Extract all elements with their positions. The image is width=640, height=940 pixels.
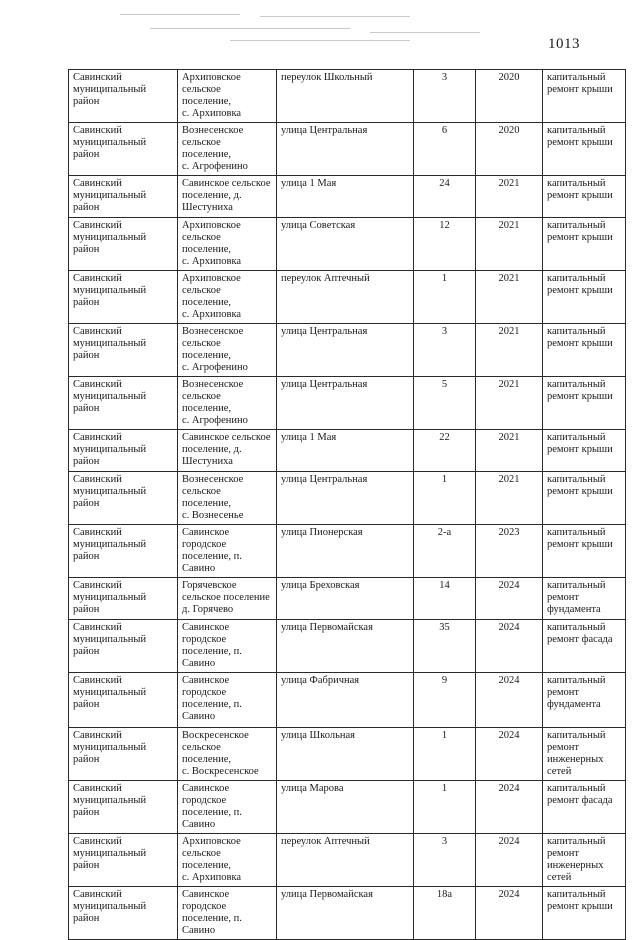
- year-cell: [476, 578, 543, 620]
- settlement-cell-text: Савинское сельское поселение, д. Шестуниха: [182, 432, 271, 467]
- settlement-cell: [178, 123, 277, 176]
- settlement-cell-text: Вознесенское сельское поселение, с. Агрофенино: [182, 326, 248, 373]
- district-cell-text: Савинский муниципальный район: [73, 783, 147, 818]
- street-cell-text: улица 1 Мая: [281, 432, 337, 443]
- work-type-cell: [543, 781, 626, 834]
- settlement-cell-text: Воскресенское сельское поселение, с. Воскресенское: [182, 730, 259, 777]
- work-type-cell: [543, 324, 626, 377]
- work-type-cell: [543, 834, 626, 887]
- settlement-cell-text: Савинское городское поселение, п. Савино: [182, 889, 242, 936]
- district-cell-text: Савинский муниципальный район: [73, 72, 147, 107]
- house-number-cell-text: 3: [441, 326, 448, 337]
- district-cell-text: Савинский муниципальный район: [73, 527, 147, 562]
- house-number-cell: [414, 525, 476, 578]
- street-cell: [277, 673, 414, 728]
- district-cell-text: Савинский муниципальный район: [73, 178, 147, 213]
- district-cell: [69, 781, 178, 834]
- district-cell-text: Савинский муниципальный район: [73, 125, 147, 160]
- house-number-cell: [414, 70, 476, 123]
- district-cell: [69, 377, 178, 430]
- house-number-cell: [414, 620, 476, 673]
- street-cell: [277, 834, 414, 887]
- work-type-cell-text: капитальный ремонт крыши: [547, 273, 613, 296]
- work-type-cell: [543, 377, 626, 430]
- district-cell-text: Савинский муниципальный район: [73, 326, 147, 361]
- table-row: [69, 430, 626, 472]
- work-type-cell: [543, 673, 626, 728]
- table-row: [69, 377, 626, 430]
- year-cell-text: 2021: [498, 474, 520, 485]
- work-type-cell: [543, 728, 626, 781]
- street-cell-text: улица Фабричная: [281, 675, 360, 686]
- settlement-cell: [178, 430, 277, 472]
- street-cell-text: переулок Аптечный: [281, 273, 370, 284]
- work-type-cell-text: капитальный ремонт фасада: [547, 783, 613, 806]
- house-number-cell: [414, 271, 476, 324]
- district-cell: [69, 70, 178, 123]
- street-cell-text: улица Центральная: [281, 474, 368, 485]
- year-cell-text: 2021: [498, 326, 520, 337]
- year-cell: [476, 324, 543, 377]
- year-cell-text: 2024: [498, 730, 520, 741]
- work-type-cell: [543, 578, 626, 620]
- table-row: [69, 728, 626, 781]
- settlement-cell: [178, 887, 277, 940]
- year-cell: [476, 620, 543, 673]
- district-cell: [69, 472, 178, 525]
- house-number-cell-text: 1: [441, 783, 448, 794]
- house-number-cell-text: 24: [439, 178, 450, 189]
- year-cell-text: 2024: [498, 889, 520, 900]
- district-cell-text: Савинский муниципальный район: [73, 432, 147, 467]
- year-cell-text: 2024: [498, 580, 520, 591]
- street-cell-text: улица Советская: [281, 220, 356, 231]
- year-cell: [476, 123, 543, 176]
- table-row: [69, 887, 626, 940]
- settlement-cell: [178, 271, 277, 324]
- table-row: [69, 218, 626, 271]
- work-type-cell-text: капитальный ремонт инженерных сетей: [547, 836, 606, 883]
- district-cell: [69, 176, 178, 218]
- house-number-cell-text: 22: [439, 432, 450, 443]
- district-cell: [69, 620, 178, 673]
- settlement-cell-text: Савинское сельское поселение, д. Шестуниха: [182, 178, 271, 213]
- table-row: [69, 578, 626, 620]
- work-type-cell: [543, 176, 626, 218]
- work-type-cell: [543, 472, 626, 525]
- year-cell: [476, 176, 543, 218]
- street-cell-text: переулок Школьный: [281, 72, 373, 83]
- year-cell: [476, 673, 543, 728]
- house-number-cell: [414, 781, 476, 834]
- district-cell-text: Савинский муниципальный район: [73, 730, 147, 765]
- district-cell: [69, 324, 178, 377]
- work-type-cell-text: капитальный ремонт крыши: [547, 379, 613, 402]
- district-cell-text: Савинский муниципальный район: [73, 836, 147, 871]
- work-type-cell-text: капитальный ремонт крыши: [547, 889, 613, 912]
- table-row: [69, 70, 626, 123]
- year-cell: [476, 834, 543, 887]
- district-cell: [69, 728, 178, 781]
- work-type-cell: [543, 70, 626, 123]
- district-cell: [69, 578, 178, 620]
- settlement-cell-text: Савинское городское поселение, п. Савино: [182, 527, 242, 574]
- house-number-cell-text: 3: [441, 72, 448, 83]
- year-cell-text: 2021: [498, 379, 520, 390]
- street-cell: [277, 728, 414, 781]
- house-number-cell: [414, 218, 476, 271]
- house-number-cell-text: 1: [441, 474, 448, 485]
- district-cell: [69, 834, 178, 887]
- settlement-cell: [178, 728, 277, 781]
- table-row: [69, 834, 626, 887]
- settlement-cell-text: Архиповское сельское поселение, с. Архиповка: [182, 836, 242, 883]
- street-cell: [277, 887, 414, 940]
- street-cell: [277, 324, 414, 377]
- house-number-cell: [414, 673, 476, 728]
- street-cell: [277, 218, 414, 271]
- street-cell-text: улица Центральная: [281, 379, 368, 390]
- year-cell: [476, 728, 543, 781]
- settlement-cell-text: Вознесенское сельское поселение, с. Агрофенино: [182, 379, 248, 426]
- settlement-cell-text: Савинское городское поселение, п. Савино: [182, 675, 242, 722]
- settlement-cell-text: Архиповское сельское поселение, с. Архиповка: [182, 220, 242, 267]
- district-cell: [69, 218, 178, 271]
- work-type-cell-text: капитальный ремонт крыши: [547, 125, 613, 148]
- house-number-cell-text: 1: [441, 730, 448, 741]
- settlement-cell-text: Горячевское сельское поселение д. Горячево: [182, 580, 270, 615]
- street-cell-text: улица Центральная: [281, 326, 368, 337]
- work-type-cell: [543, 218, 626, 271]
- year-cell-text: 2024: [498, 836, 520, 847]
- year-cell: [476, 887, 543, 940]
- settlement-cell: [178, 218, 277, 271]
- house-number-cell: [414, 887, 476, 940]
- house-number-cell-text: 1: [441, 273, 448, 284]
- year-cell-text: 2020: [498, 125, 520, 136]
- district-cell-text: Савинский муниципальный район: [73, 580, 147, 615]
- table-row: [69, 673, 626, 728]
- year-cell-text: 2021: [498, 432, 520, 443]
- settlement-cell-text: Савинское городское поселение, п. Савино: [182, 783, 242, 830]
- settlement-cell-text: Архиповское сельское поселение, с. Архиповка: [182, 72, 242, 119]
- house-number-cell-text: 35: [439, 622, 450, 633]
- street-cell: [277, 620, 414, 673]
- house-number-cell: [414, 834, 476, 887]
- table-row: [69, 620, 626, 673]
- year-cell: [476, 271, 543, 324]
- district-cell: [69, 430, 178, 472]
- table-row: [69, 472, 626, 525]
- year-cell-text: 2020: [498, 72, 520, 83]
- street-cell-text: улица Первомайская: [281, 622, 373, 633]
- district-cell: [69, 271, 178, 324]
- street-cell: [277, 70, 414, 123]
- house-number-cell-text: 9: [441, 675, 448, 686]
- settlement-cell: [178, 176, 277, 218]
- street-cell: [277, 578, 414, 620]
- settlement-cell-text: Архиповское сельское поселение, с. Архиповка: [182, 273, 242, 320]
- street-cell-text: улица Первомайская: [281, 889, 373, 900]
- settlement-cell-text: Вознесенское сельское поселение, с. Вознесенье: [182, 474, 244, 521]
- street-cell: [277, 472, 414, 525]
- work-type-cell-text: капитальный ремонт фундамента: [547, 675, 606, 710]
- year-cell-text: 2024: [498, 675, 520, 686]
- settlement-cell: [178, 620, 277, 673]
- year-cell-text: 2023: [498, 527, 520, 538]
- year-cell-text: 2021: [498, 178, 520, 189]
- house-number-cell: [414, 377, 476, 430]
- street-cell-text: улица Марова: [281, 783, 344, 794]
- work-type-cell-text: капитальный ремонт крыши: [547, 326, 613, 349]
- house-number-cell-text: 12: [439, 220, 450, 231]
- work-type-cell-text: капитальный ремонт крыши: [547, 220, 613, 243]
- settlement-cell: [178, 472, 277, 525]
- work-type-cell: [543, 123, 626, 176]
- street-cell-text: улица Бреховская: [281, 580, 360, 591]
- street-cell: [277, 781, 414, 834]
- district-cell: [69, 525, 178, 578]
- year-cell: [476, 377, 543, 430]
- table-row: [69, 176, 626, 218]
- work-type-cell-text: капитальный ремонт крыши: [547, 432, 613, 455]
- street-cell-text: улица 1 Мая: [281, 178, 337, 189]
- street-cell: [277, 525, 414, 578]
- scan-header-noise: [110, 6, 490, 46]
- street-cell: [277, 430, 414, 472]
- year-cell-text: 2021: [498, 220, 520, 231]
- district-cell-text: Савинский муниципальный район: [73, 379, 147, 414]
- work-type-cell-text: капитальный ремонт фундамента: [547, 580, 606, 615]
- street-cell: [277, 377, 414, 430]
- settlement-cell-text: Савинское городское поселение, п. Савино: [182, 622, 242, 669]
- house-number-cell-text: 14: [439, 580, 450, 591]
- work-type-cell: [543, 525, 626, 578]
- house-number-cell: [414, 472, 476, 525]
- work-type-cell-text: капитальный ремонт фасада: [547, 622, 613, 645]
- repair-schedule-table: [68, 69, 626, 940]
- table-body: [69, 70, 626, 940]
- year-cell: [476, 218, 543, 271]
- district-cell: [69, 673, 178, 728]
- house-number-cell: [414, 728, 476, 781]
- district-cell-text: Савинский муниципальный район: [73, 622, 147, 657]
- district-cell-text: Савинский муниципальный район: [73, 273, 147, 308]
- district-cell-text: Савинский муниципальный район: [73, 220, 147, 255]
- work-type-cell-text: капитальный ремонт крыши: [547, 474, 613, 497]
- street-cell-text: переулок Аптечный: [281, 836, 370, 847]
- work-type-cell-text: капитальный ремонт крыши: [547, 178, 613, 201]
- table-row: [69, 525, 626, 578]
- year-cell-text: 2024: [498, 783, 520, 794]
- street-cell: [277, 123, 414, 176]
- house-number-cell: [414, 123, 476, 176]
- street-cell: [277, 176, 414, 218]
- street-cell-text: улица Пионерская: [281, 527, 363, 538]
- work-type-cell: [543, 620, 626, 673]
- table-row: [69, 123, 626, 176]
- settlement-cell: [178, 324, 277, 377]
- work-type-cell: [543, 430, 626, 472]
- settlement-cell-text: Вознесенское сельское поселение, с. Агрофенино: [182, 125, 248, 172]
- street-cell-text: улица Школьная: [281, 730, 355, 741]
- page-number: 1013: [548, 36, 580, 52]
- house-number-cell: [414, 176, 476, 218]
- settlement-cell: [178, 578, 277, 620]
- settlement-cell: [178, 377, 277, 430]
- table-row: [69, 324, 626, 377]
- district-cell-text: Савинский муниципальный район: [73, 675, 147, 710]
- street-cell: [277, 271, 414, 324]
- settlement-cell: [178, 834, 277, 887]
- year-cell-text: 2021: [498, 273, 520, 284]
- settlement-cell: [178, 70, 277, 123]
- work-type-cell-text: капитальный ремонт крыши: [547, 527, 613, 550]
- district-cell: [69, 887, 178, 940]
- house-number-cell-text: 5: [441, 379, 448, 390]
- work-type-cell-text: капитальный ремонт крыши: [547, 72, 613, 95]
- house-number-cell: [414, 430, 476, 472]
- district-cell-text: Савинский муниципальный район: [73, 889, 147, 924]
- year-cell: [476, 430, 543, 472]
- table-row: [69, 781, 626, 834]
- house-number-cell-text: 3: [441, 836, 448, 847]
- work-type-cell: [543, 887, 626, 940]
- year-cell-text: 2024: [498, 622, 520, 633]
- house-number-cell-text: 18а: [436, 889, 453, 900]
- work-type-cell: [543, 271, 626, 324]
- street-cell-text: улица Центральная: [281, 125, 368, 136]
- house-number-cell-text: 2-а: [437, 527, 452, 538]
- settlement-cell: [178, 673, 277, 728]
- house-number-cell: [414, 578, 476, 620]
- work-type-cell-text: капитальный ремонт инженерных сетей: [547, 730, 606, 777]
- settlement-cell: [178, 525, 277, 578]
- district-cell: [69, 123, 178, 176]
- year-cell: [476, 472, 543, 525]
- house-number-cell-text: 6: [441, 125, 448, 136]
- year-cell: [476, 781, 543, 834]
- settlement-cell: [178, 781, 277, 834]
- year-cell: [476, 70, 543, 123]
- house-number-cell: [414, 324, 476, 377]
- year-cell: [476, 525, 543, 578]
- district-cell-text: Савинский муниципальный район: [73, 474, 147, 509]
- table-row: [69, 271, 626, 324]
